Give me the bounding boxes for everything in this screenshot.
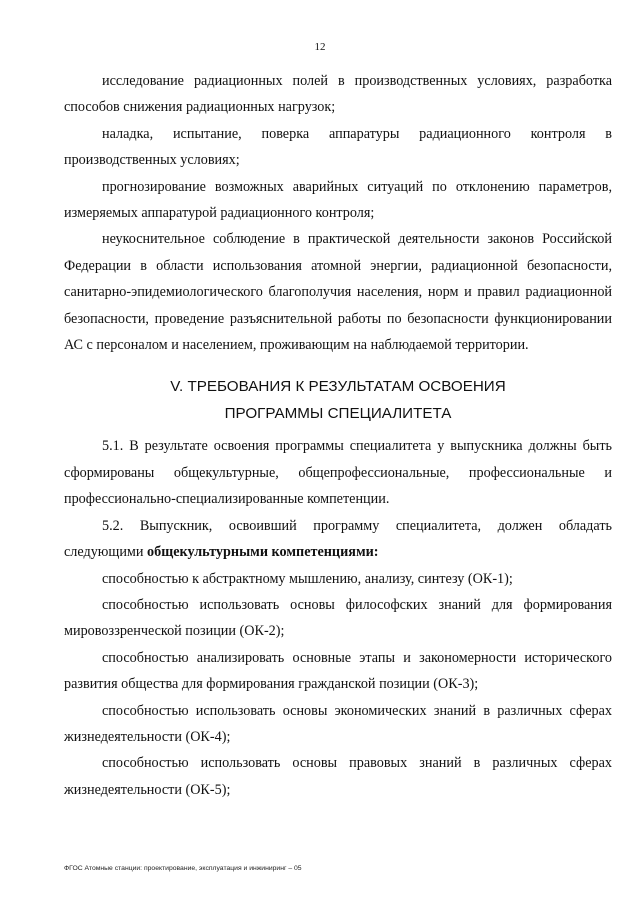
section-heading	[64, 373, 612, 427]
competency-ok-4: способностью использовать основы экономических знаний в различных сферах жизнедеятельности (ОК-4);	[64, 702, 612, 745]
paragraph-5-1: 5.1. В результате освоения программы специалитета у выпускника должны быть сформированы общекультурные, общепрофессиональные, профессиональные и профессионально-специализированные компетенции.	[64, 438, 612, 508]
paragraph-law-compliance: неукоснительное соблюдение в практической деятельности законов Российской Федерации в области использования атомной энергии, радиационной безопасности, санитарно-эпидемиологического благополучия населения, норм и правил радиационной безопасности, проведение разъяснительной работы по безопасности функционировании АС с персоналом и населением, проживающим на наблюдаемой территории.	[64, 231, 612, 354]
paragraph-5-2-bold: общекультурными компетенциями:	[147, 544, 379, 561]
paragraph-5-2	[64, 513, 612, 566]
competency-ok-5: способностью использовать основы правовых знаний в различных сферах жизнедеятельности (ОК-5);	[64, 755, 612, 798]
section-heading-line-2: ПРОГРАММЫ СПЕЦИАЛИТЕТА	[224, 405, 452, 423]
paragraph-equipment-testing: наладка, испытание, поверка аппаратуры радиационного контроля в производственных условиях;	[64, 125, 612, 169]
paragraph-5-2-text: 5.2. Выпускник, освоивший программу специалитета, должен обладать следующими	[64, 517, 612, 561]
paragraph-radiation-fields: исследование радиационных полей в производственных условиях, разработка способов снижения радиационных нагрузок;	[64, 73, 612, 116]
page-body	[64, 68, 612, 803]
section-heading-line-1: V. ТРЕБОВАНИЯ К РЕЗУЛЬТАТАМ ОСВОЕНИЯ	[170, 378, 506, 396]
competency-ok-2: способностью использовать основы философских знаний для формирования мировоззренческой позиции (ОК-2);	[64, 596, 612, 640]
paragraph-emergency-forecasting: прогнозирование возможных аварийных ситуаций по отклонению параметров, измеряемых аппаратурой радиационного контроля;	[64, 178, 612, 222]
page-number: 12	[314, 41, 326, 53]
page-footer: ФГОС Атомные станции: проектирование, эксплуатация и инжиниринг – 05	[64, 865, 302, 872]
competency-ok-3: способностью анализировать основные этапы и закономерности исторического развития общества для формирования гражданской позиции (ОК-3);	[64, 649, 612, 693]
competency-ok-1: способностью к абстрактному мышлению, анализу, синтезу (ОК-1);	[102, 570, 513, 587]
